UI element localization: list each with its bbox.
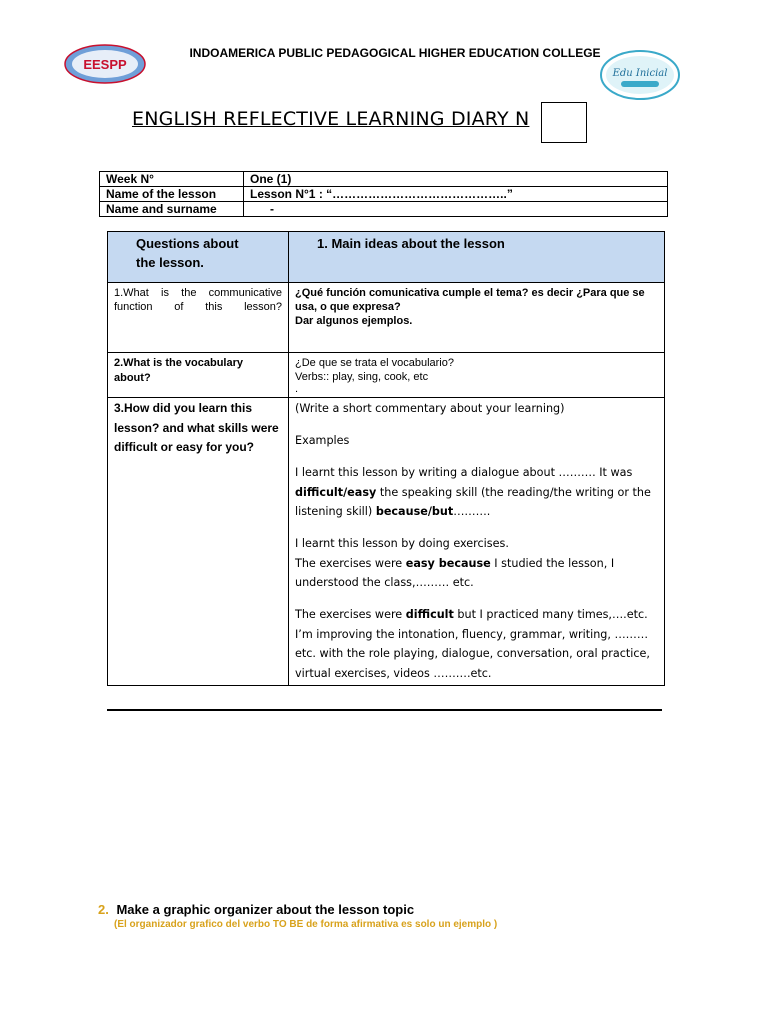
main-ideas-header: 1. Main ideas about the lesson <box>317 236 505 251</box>
question-2: 2.What is the vocabulary about? <box>114 357 243 384</box>
edu-inicial-logo <box>599 49 681 101</box>
table-row <box>100 202 668 217</box>
questions-header: Questions about the lesson. <box>136 236 239 270</box>
answer-1-examples: Dar algunos ejemplos. <box>295 315 413 327</box>
lesson-name-label: Name of the lesson <box>100 187 244 202</box>
logo-right-text: Edu Inicial <box>612 68 668 79</box>
table-header-row <box>108 232 665 283</box>
logo-left-text: EESPP <box>83 57 127 72</box>
table-row <box>108 353 665 398</box>
table-row <box>100 187 668 202</box>
section-2-number: 2. <box>98 902 109 917</box>
answer-3-paragraph-1: I learnt this lesson by writing a dialogue about ………. It was difficult/easy the speaking skill (the reading/the writing or the listening skill) because/but………. <box>295 466 651 518</box>
answer-3-examples: Examples <box>295 434 350 447</box>
college-logo <box>64 44 146 84</box>
question-3: 3.How did you learn this lesson? and what skills were difficult or easy for you? <box>114 401 279 454</box>
week-label: Week N° <box>100 172 244 187</box>
table-row <box>100 172 668 187</box>
answer-3-paragraph-2: I learnt this lesson by doing exercises. The exercises were easy because I studied the lesson, I understood the class,……… etc. <box>295 537 615 589</box>
lesson-name-value[interactable]: Lesson N°1 : “……………………………………..” <box>244 187 668 202</box>
table-row <box>108 283 665 353</box>
diary-title: ENGLISH REFLECTIVE LEARNING DIARY N <box>132 108 530 130</box>
table-row <box>108 398 665 686</box>
answer-2-dot: . <box>295 383 299 395</box>
answer-3-paragraph-3: The exercises were difficult but I practiced many times,….etc. I’m improving the intonation, fluency, grammar, writing, ……… etc. with the role playing, dialogue, conversation, oral practice, virtual exercises, videos ……….etc. <box>295 608 650 680</box>
college-name: INDOAMERICA PUBLIC PEDAGOGICAL HIGHER EDUCATION COLLEGE <box>189 46 601 60</box>
answer-3-intro: (Write a short commentary about your learning) <box>295 402 565 415</box>
lesson-info-table <box>99 171 668 217</box>
section-2-title: Make a graphic organizer about the lesson topic <box>116 902 415 917</box>
week-value[interactable]: One (1) <box>244 172 668 187</box>
student-name-label: Name and surname <box>100 202 244 217</box>
diary-number-box[interactable] <box>541 102 587 143</box>
student-name-value[interactable]: - <box>244 202 668 217</box>
section-2-heading <box>98 902 414 917</box>
answer-2-verbs: Verbs:: play, sing, cook, etc <box>295 371 429 383</box>
section-divider <box>107 709 662 711</box>
answer-1: ¿Qué función comunicativa cumple el tema? es decir ¿Para que se usa, o que expresa? <box>295 287 645 313</box>
reflection-table <box>107 231 665 686</box>
question-1: 1.What is the communicative function of this lesson? <box>114 287 282 313</box>
section-2-note: (El organizador grafico del verbo TO BE de forma afirmativa es solo un ejemplo ) <box>114 919 498 930</box>
answer-2: ¿De que se trata el vocabulario? <box>295 357 454 369</box>
